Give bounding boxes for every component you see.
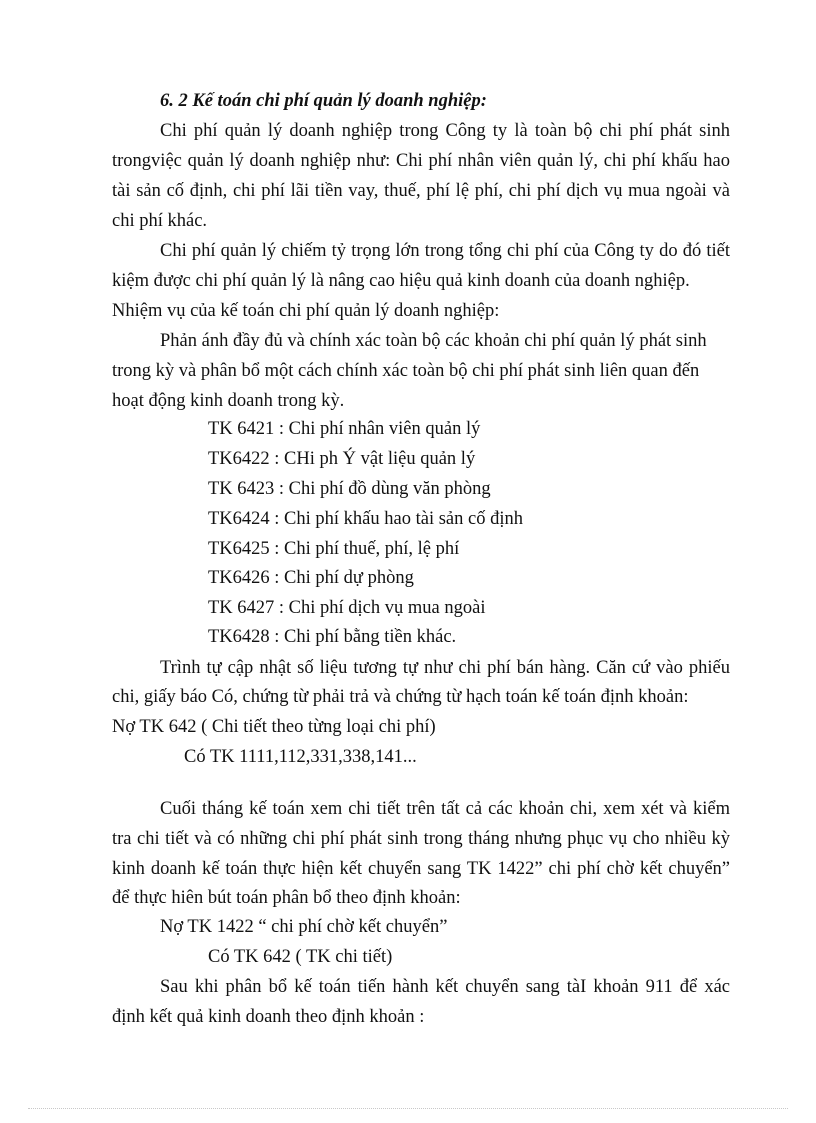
section-heading: 6. 2 Kế toán chi phí quản lý doanh nghiệp: [160, 91, 487, 111]
para2-line3: Nhiệm vụ của kế toán chi phí quản lý doanh nghiệp: [112, 301, 500, 321]
para6-line1: Sau khi phân bổ kế toán tiến hành kết chuyển sang tàI khoản 911 để xác [160, 977, 730, 997]
para5-line2: tra chi tiết và có những chi phí phát sinh trong tháng nhưng phục vụ cho nhiều kỳ [112, 829, 730, 849]
account-item: TK6425 : Chi phí thuế, phí, lệ phí [208, 539, 460, 559]
para5-line4: để thực hiên bút toán phân bổ theo định khoản: [112, 888, 461, 908]
para5-line1: Cuối tháng kế toán xem chi tiết trên tất cả các khoản chi, xem xét và kiểm [160, 799, 730, 819]
para4-line4: Có TK 1111,112,331,338,141... [184, 747, 417, 767]
para4-line1: Trình tự cập nhật số liệu tương tự như chi phí bán hàng. Căn cứ vào phiếu [160, 658, 730, 678]
para3-line3: hoạt động kinh doanh trong kỳ. [112, 391, 345, 411]
para2-line1: Chi phí quản lý chiếm tỷ trọng lớn trong tổng chi phí của Công ty do đó tiết [160, 241, 730, 261]
account-item: TK 6423 : Chi phí đồ dùng văn phòng [208, 479, 491, 499]
para5-line5: Nợ TK 1422 “ chi phí chờ kết chuyển” [160, 917, 448, 937]
para3-line1: Phản ánh đầy đủ và chính xác toàn bộ các khoản chi phí quản lý phát sinh [160, 331, 707, 351]
account-item: TK 6427 : Chi phí dịch vụ mua ngoài [208, 598, 486, 618]
para4-line2: chi, giấy báo Có, chứng từ phải trả và chứng từ hạch toán kế toán định khoản: [112, 687, 689, 707]
para5-line6: Có TK 642 ( TK chi tiết) [208, 947, 393, 967]
para4-line3: Nợ TK 642 ( Chi tiết theo từng loại chi phí) [112, 717, 436, 737]
account-item: TK6424 : Chi phí khấu hao tài sản cố định [208, 509, 523, 529]
para6-line2: định kết quả kinh doanh theo định khoản : [112, 1007, 425, 1027]
account-item: TK6428 : Chi phí bằng tiền khác. [208, 627, 457, 647]
para1-line1: Chi phí quản lý doanh nghiệp trong Công ty là toàn bộ chi phí phát sinh [160, 121, 730, 141]
para1-line4: chi phí khác. [112, 211, 208, 231]
para5-line3: kinh doanh kế toán thực hiện kết chuyển sang TK 1422” chi phí chờ kết chuyển” [112, 859, 730, 879]
para2-line2: kiệm được chi phí quản lý là nâng cao hiệu quả kinh doanh của doanh nghiệp. [112, 271, 690, 291]
para1-line2: trongviệc quản lý doanh nghiệp như: Chi phí nhân viên quản lý, chi phí khấu hao [112, 151, 730, 171]
para3-line2: trong kỳ và phân bổ một cách chính xác toàn bộ chi phí phát sinh liên quan đến [112, 361, 700, 381]
page-bottom-divider [28, 1108, 788, 1109]
account-item: TK 6421 : Chi phí nhân viên quản lý [208, 419, 481, 439]
account-item: TK6422 : CHi ph Ý vật liệu quản lý [208, 449, 476, 469]
account-item: TK6426 : Chi phí dự phòng [208, 568, 414, 588]
para1-line3: tài sản cố định, chi phí lãi tiền vay, thuế, phí lệ phí, chi phí dịch vụ mua ngoài và [112, 181, 730, 201]
